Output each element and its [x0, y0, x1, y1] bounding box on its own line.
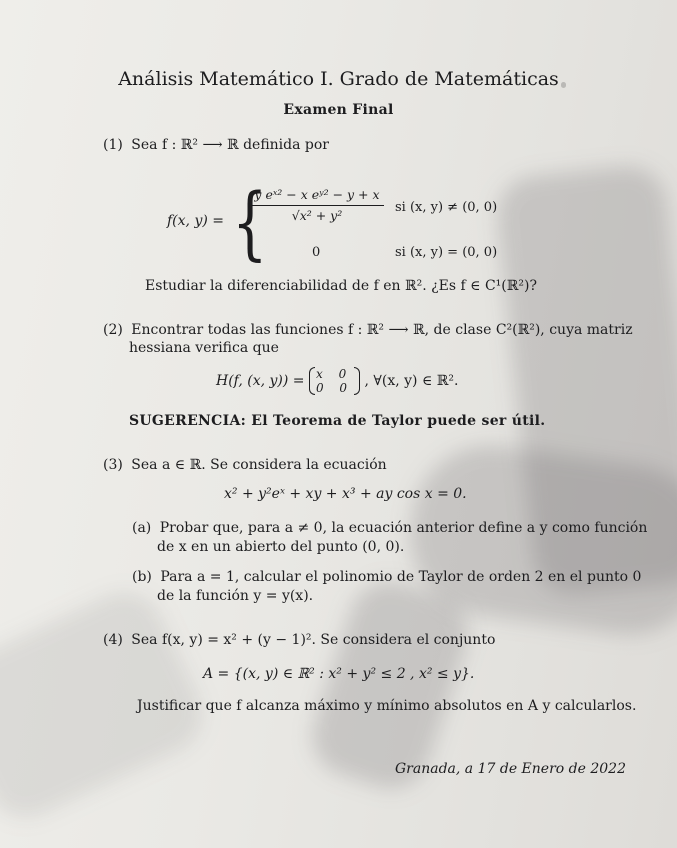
suggestion: SUGERENCIA: El Teorema de Taylor puede ser útil.: [129, 413, 546, 429]
problem-number: (2): [103, 322, 123, 338]
hessian-rhs: , ∀(x, y) ∈ ℝ².: [364, 373, 459, 389]
part-b-line-1: [132, 568, 641, 586]
case-2-condition: si (x, y) = (0, 0): [395, 245, 498, 260]
problem-number: (3): [103, 457, 123, 473]
exam-title: Análisis Matemático I. Grado de Matemáticas: [118, 68, 559, 90]
problem-4-intro: [103, 631, 495, 649]
part-a-line-2: de x en un abierto del punto (0, 0).: [157, 539, 405, 555]
problem-4-task: Justificar que f alcanza máximo y mínimo absolutos en A y calcularlos.: [137, 698, 637, 714]
problem-text: Sea a ∈ ℝ. Se considera la ecuación: [131, 457, 387, 473]
part-label: (b): [132, 569, 152, 585]
hessian-matrix: [309, 367, 360, 395]
problem-2-line-1: [103, 321, 633, 339]
hessian-lhs: H(f, (x, y)) =: [216, 373, 305, 389]
piecewise-brace: {: [232, 176, 268, 269]
fraction-denominator: √x² + y²: [291, 208, 343, 223]
fraction-numerator: y eˣ² − x eʸ² − y + x: [250, 187, 384, 206]
problem-text: Encontrar todas las funciones f : ℝ² ⟶ ℝ, de clase C²(ℝ²), cuya matriz: [131, 322, 633, 338]
problem-number: (4): [103, 632, 123, 648]
function-lhs: f(x, y) =: [167, 213, 224, 229]
case-2-value: 0: [312, 245, 321, 260]
part-a-line-1: [132, 519, 647, 537]
exam-subtitle: Examen Final: [283, 102, 394, 118]
set-definition: A = {(x, y) ∈ ℝ² : x² + y² ≤ 2 , x² ≤ y}.: [203, 666, 475, 682]
matrix-row: x 0: [315, 367, 353, 381]
problem-1-question: Estudiar la diferenciabilidad de f en ℝ². ¿Es f ∈ C¹(ℝ²)?: [145, 278, 537, 294]
hessian-equation: [216, 364, 458, 398]
problem-number: (1): [103, 137, 123, 153]
matrix-row: 0 0: [315, 381, 354, 395]
part-text: Probar que, para a ≠ 0, la ecuación anterior define a y como función: [159, 520, 648, 536]
part-b-line-2: de la función y = y(x).: [157, 588, 314, 604]
problem-1-intro: [103, 136, 329, 154]
problem-3-equation: x² + y²eˣ + xy + x³ + ay cos x = 0.: [224, 486, 467, 502]
part-text: Para a = 1, calcular el polinomio de Taylor de orden 2 en el punto 0: [160, 569, 642, 585]
piecewise-fraction: [250, 187, 384, 223]
problem-3-intro: [103, 456, 387, 474]
problem-2-line-2: hessiana verifica que: [129, 340, 279, 356]
part-label: (a): [132, 520, 152, 536]
problem-text: Sea f(x, y) = x² + (y − 1)². Se considera el conjunto: [131, 632, 496, 648]
case-1-condition: si (x, y) ≠ (0, 0): [395, 200, 498, 215]
exam-date: Granada, a 17 de Enero de 2022: [395, 761, 626, 777]
problem-text: Sea f : ℝ² ⟶ ℝ definida por: [131, 137, 329, 153]
